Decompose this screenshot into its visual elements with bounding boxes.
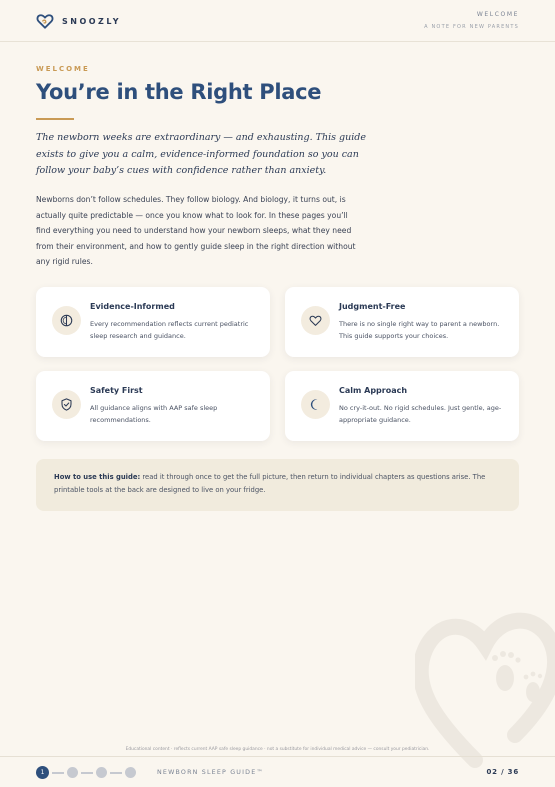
page-title: You’re in the Right Place — [36, 80, 322, 104]
shield-check-icon — [52, 390, 81, 419]
card-title: Judgment-Free — [339, 302, 406, 311]
card-title: Calm Approach — [339, 386, 408, 395]
progress-connector — [52, 772, 64, 774]
header-section: WELCOME — [476, 11, 519, 18]
brand — [36, 12, 121, 30]
callout-text: read it through once to get the full picture, then return to individual chapters as questions arise. The printable tools at the back are designed to live on your fridge. — [54, 473, 486, 494]
card-judgment-free — [285, 287, 519, 357]
title-divider — [36, 118, 74, 120]
card-description: No cry-it-out. No rigid schedules. Just gentle, age-appropriate guidance. — [339, 404, 502, 424]
footer-divider — [0, 756, 555, 757]
body-paragraph: Newborns don’t follow schedules. They follow biology. And biology, it turns out, is actually quite predictable — once you know what to look for. In these pages you’ll find everything you need to understand how your newborn sleeps, what they need from their environment, and how to gently guide sleep in the right direction without any rigid rules. — [36, 195, 356, 266]
callout-label: How to use this guide: — [54, 473, 141, 481]
heart-icon — [301, 306, 330, 335]
section-eyebrow: WELCOME — [36, 65, 90, 73]
progress-connector — [81, 772, 93, 774]
card-title: Evidence-Informed — [90, 302, 175, 311]
progress-indicator — [36, 766, 136, 779]
progress-step[interactable] — [67, 767, 78, 778]
page-number: 02 / 36 — [486, 768, 519, 776]
progress-step[interactable] — [125, 767, 136, 778]
progress-step-current[interactable]: 1 — [36, 766, 49, 779]
heart-watermark-icon — [415, 600, 555, 770]
header-subtitle: A NOTE FOR NEW PARENTS — [424, 24, 519, 30]
lede-paragraph: The newborn weeks are extraordinary — and exhausting. This guide exists to give you a calm, evidence-informed foundation so you can follow your baby’s cues with confidence rather than anxiety. — [36, 132, 366, 176]
card-calm-approach — [285, 371, 519, 441]
footer-disclaimer: Educational content · reflects current AAP safe sleep guidance · not a substitute for individual medical advice — consult your pediatrician. — [125, 747, 430, 752]
how-to-use-callout — [36, 459, 519, 511]
progress-step[interactable] — [96, 767, 107, 778]
moon-icon — [301, 390, 330, 419]
card-description: Every recommendation reflects current pediatric sleep research and guidance. — [90, 320, 249, 340]
header-meta — [424, 11, 519, 30]
brand-name: SNOOZLY — [62, 16, 122, 26]
card-title: Safety First — [90, 386, 143, 395]
progress-connector — [110, 772, 122, 774]
half-circle-icon — [52, 306, 81, 335]
heart-logo-icon — [36, 12, 54, 30]
card-evidence-informed — [36, 287, 270, 357]
card-safety-first — [36, 371, 270, 441]
page-header — [0, 0, 555, 42]
card-description: All guidance aligns with AAP safe sleep recommendations. — [90, 404, 218, 424]
card-description: There is no single right way to parent a newborn. This guide supports your choices. — [339, 320, 500, 340]
guide-label: NEWBORN SLEEP GUIDE™ — [157, 769, 264, 776]
